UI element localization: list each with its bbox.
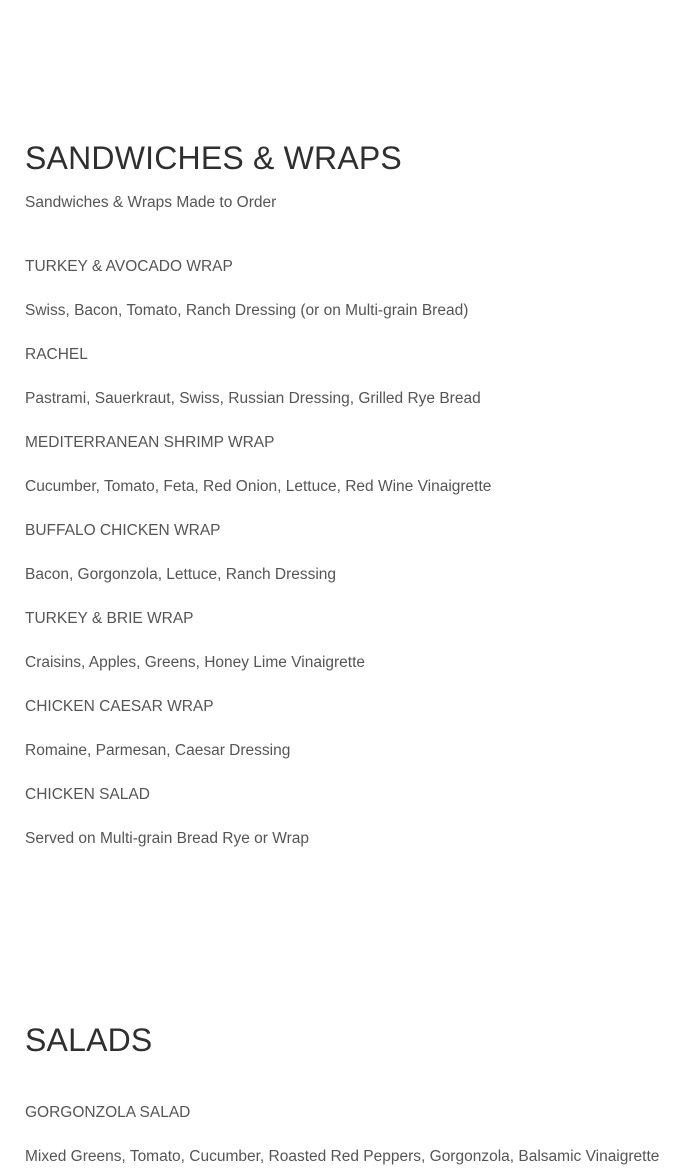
menu-item-name: CHICKEN CAESAR WRAP — [25, 698, 214, 715]
menu-item-description: Pastrami, Sauerkraut, Swiss, Russian Dressing, Grilled Rye Bread — [25, 390, 481, 407]
menu-item-description: Mixed Greens, Tomato, Cucumber, Roasted Red Peppers, Gorgonzola, Balsamic Vinaigrette — [25, 1148, 660, 1165]
sandwiches-wraps-section — [25, 140, 685, 849]
menu-item-description: Cucumber, Tomato, Feta, Red Onion, Lettuce, Red Wine Vinaigrette — [25, 478, 492, 495]
menu-item-name: RACHEL — [25, 346, 88, 363]
menu-item-description: Served on Multi-grain Bread Rye or Wrap — [25, 830, 310, 847]
menu-item-description: Craisins, Apples, Greens, Honey Lime Vinaigrette — [25, 654, 366, 671]
menu-item-name: MEDITERRANEAN SHRIMP WRAP — [25, 434, 275, 451]
menu-item-description: Swiss, Bacon, Tomato, Ranch Dressing (or on Multi-grain Bread) — [25, 302, 469, 319]
menu-item — [25, 1103, 685, 1167]
menu-item — [25, 257, 685, 321]
menu-item — [25, 785, 685, 849]
menu-item-name: TURKEY & AVOCADO WRAP — [25, 258, 233, 275]
section-title-salads: SALADS — [25, 1022, 153, 1058]
menu-item-description: Romaine, Parmesan, Caesar Dressing — [25, 742, 291, 759]
menu-item-name: CHICKEN SALAD — [25, 786, 150, 803]
salads-section — [25, 1022, 685, 1167]
menu-item-name: BUFFALO CHICKEN WRAP — [25, 522, 221, 539]
salads-menu-list — [25, 1103, 685, 1167]
menu-item — [25, 697, 685, 761]
menu-item-name: TURKEY & BRIE WRAP — [25, 610, 194, 627]
sandwiches-menu-list — [25, 257, 685, 849]
menu-item — [25, 433, 685, 497]
menu-item-name: GORGONZOLA SALAD — [25, 1104, 191, 1121]
menu-item — [25, 345, 685, 409]
section-subtitle-sandwiches: Sandwiches & Wraps Made to Order — [25, 194, 277, 211]
menu-item — [25, 609, 685, 673]
menu-item-description: Bacon, Gorgonzola, Lettuce, Ranch Dressing — [25, 566, 337, 583]
menu-item — [25, 521, 685, 585]
section-title-sandwiches: SANDWICHES & WRAPS — [25, 140, 402, 176]
